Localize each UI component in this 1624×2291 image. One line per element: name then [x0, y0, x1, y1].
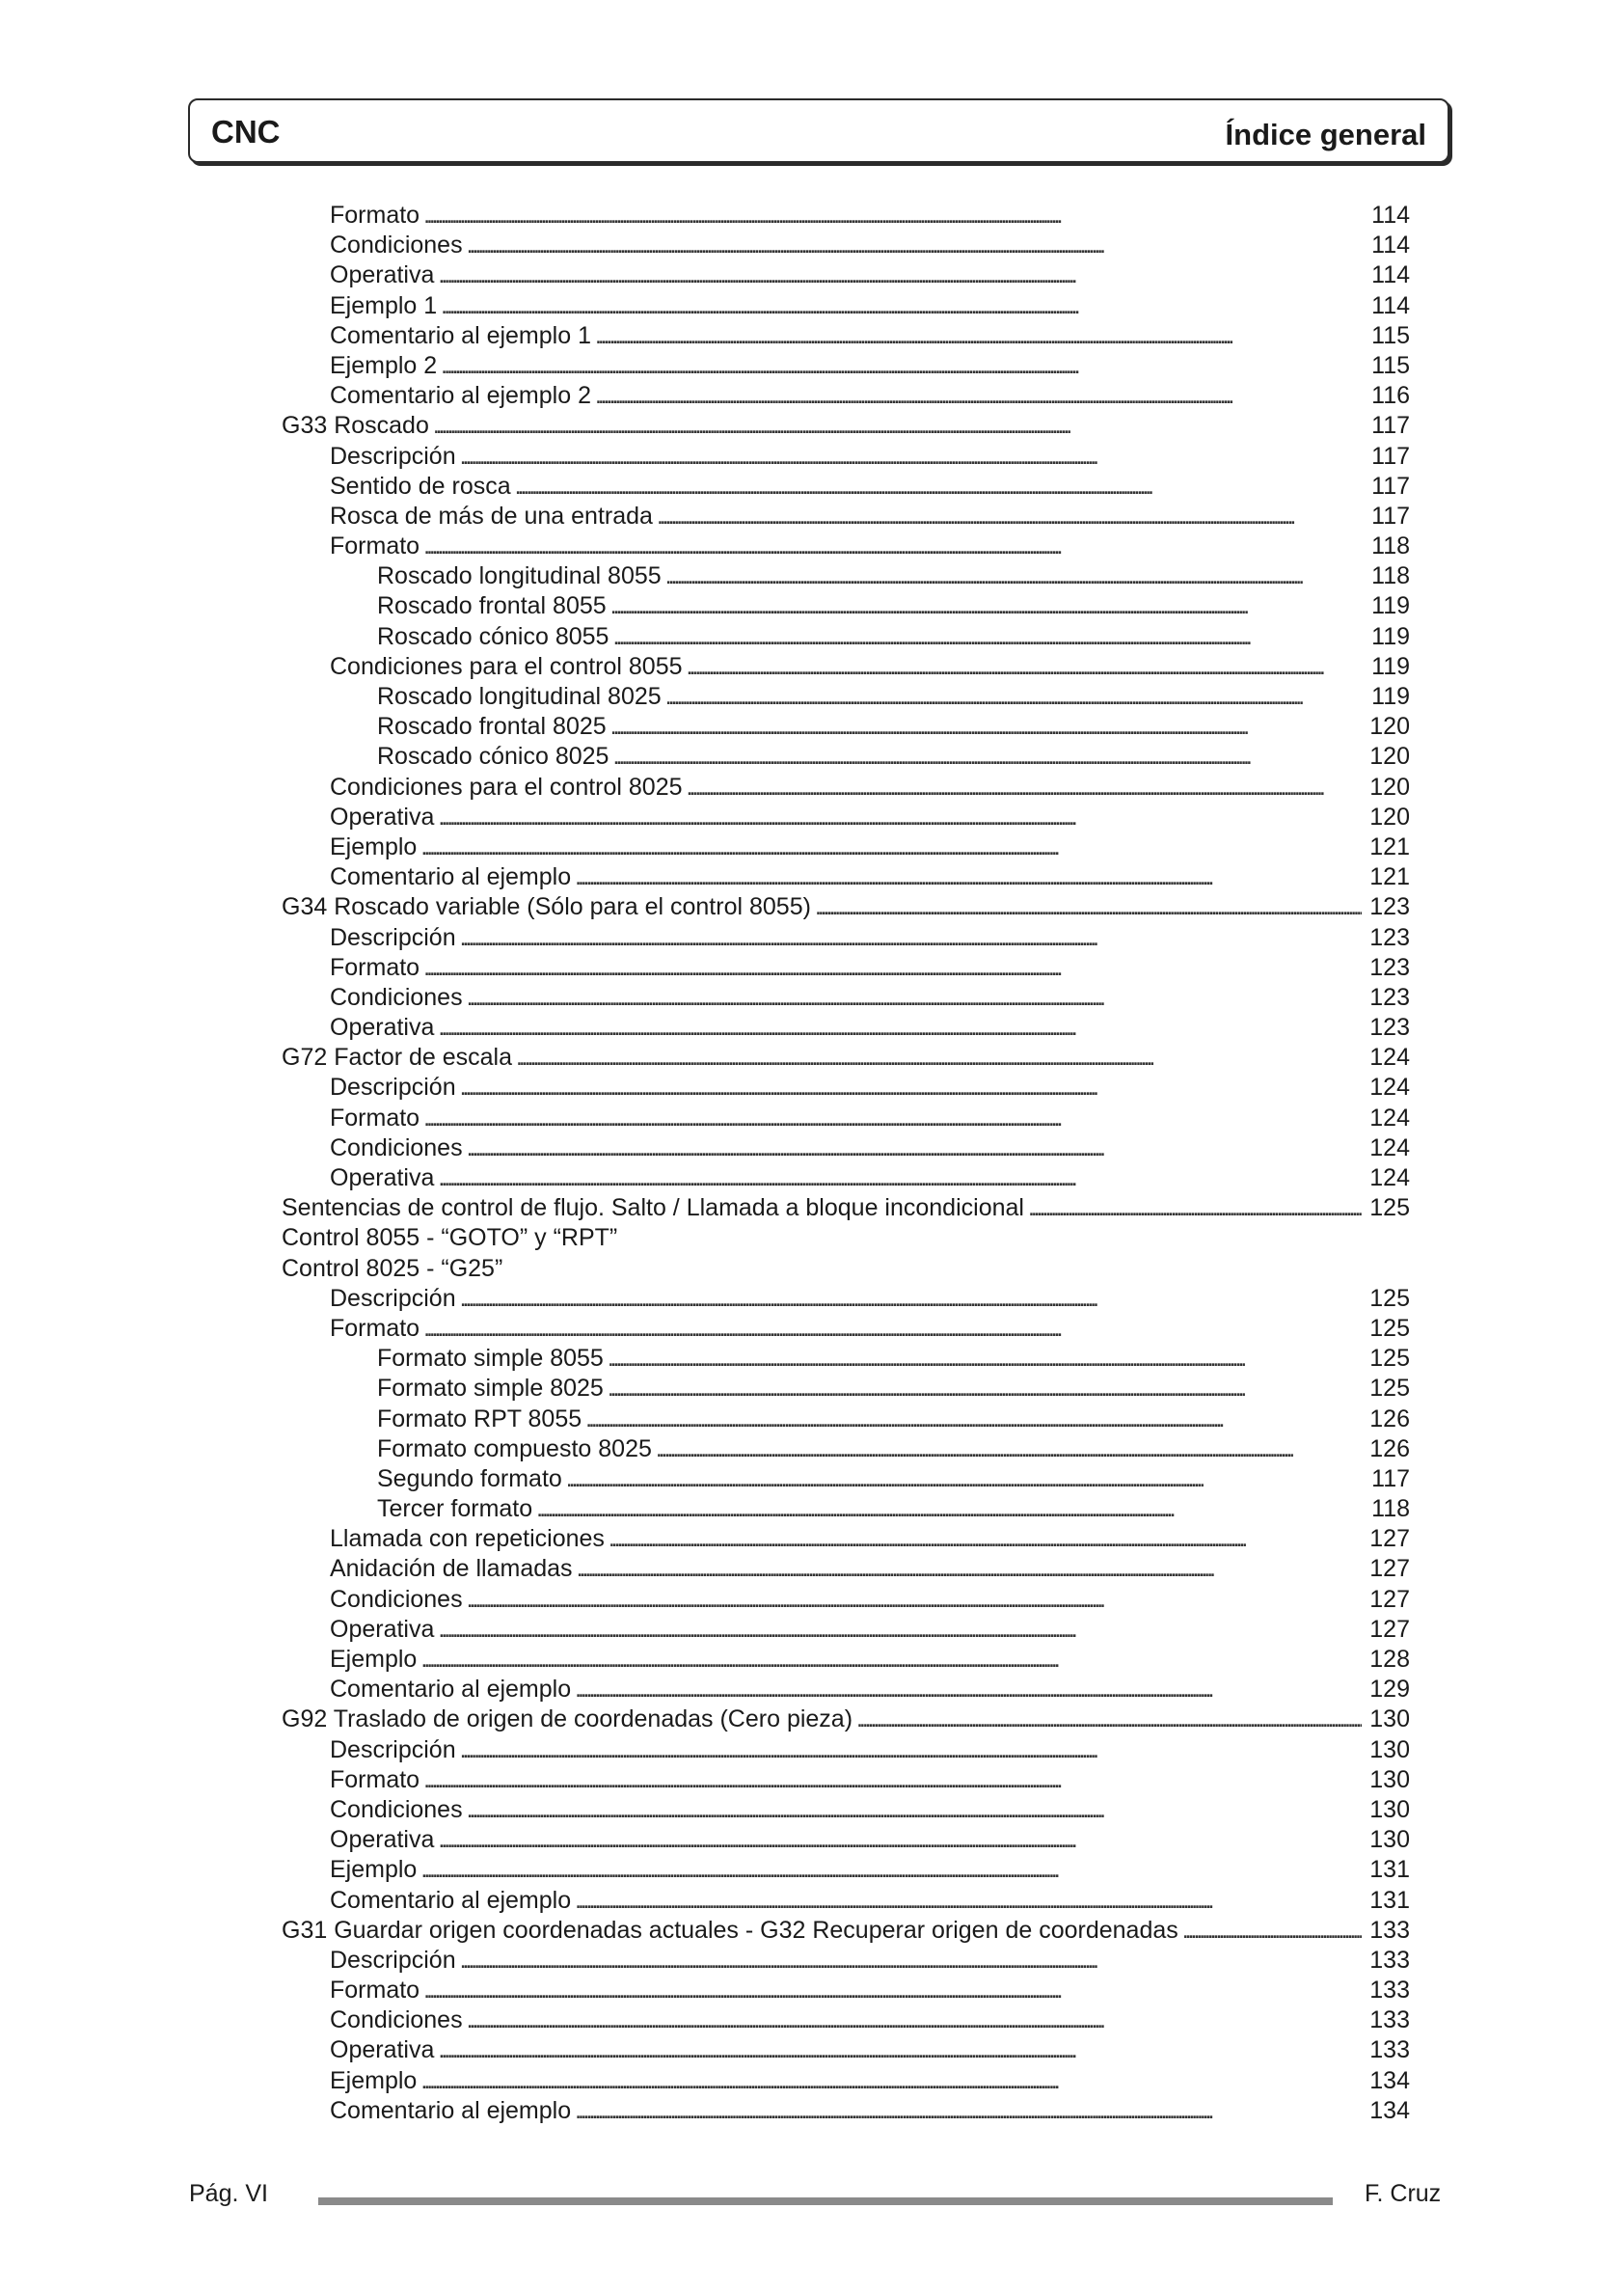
toc-entry-title: Operativa [330, 2036, 435, 2064]
toc-entry-page: 117 [1371, 1464, 1410, 1492]
toc-entry-page: 124 [1369, 1104, 1410, 1132]
toc-entry-title: Anidación de llamadas [330, 1555, 573, 1583]
toc-dot-leader [467, 1585, 1362, 1615]
toc-dot-leader [438, 803, 1362, 832]
toc-dot-leader [467, 2005, 1362, 2035]
toc-entry-title: Comentario al ejemplo [330, 863, 572, 891]
toc-entry-title: Condiciones [330, 1585, 463, 1613]
toc-dot-leader [577, 1554, 1362, 1584]
toc-dot-leader [423, 953, 1362, 983]
toc-entry-page: 117 [1371, 412, 1410, 440]
toc-entry[interactable] [282, 442, 1410, 472]
toc-dot-leader [438, 1825, 1362, 1855]
toc-dot-leader [612, 742, 1362, 772]
toc-entry[interactable] [282, 591, 1410, 621]
toc-dot-leader [687, 652, 1362, 682]
toc-entry-page: 134 [1369, 2066, 1410, 2094]
toc-dot-leader [420, 1645, 1362, 1675]
toc-entry-title: Control 8025 - “G25” [282, 1254, 503, 1282]
footer-divider [318, 2197, 1333, 2205]
toc-entry-page: 126 [1369, 1405, 1410, 1432]
toc-entry-page: 130 [1369, 1735, 1410, 1763]
toc-entry-title: Roscado cónico 8055 [377, 622, 609, 650]
toc-entry[interactable] [282, 1344, 1410, 1374]
toc-entry[interactable] [282, 1073, 1410, 1103]
toc-entry-title: Operativa [330, 261, 435, 289]
toc-dot-leader [423, 1314, 1362, 1344]
toc-entry-page: 130 [1369, 1765, 1410, 1793]
toc-entry[interactable] [282, 502, 1410, 532]
toc-dot-leader [610, 712, 1362, 742]
toc-dot-leader [1028, 1193, 1362, 1223]
toc-entry[interactable] [282, 2035, 1410, 2065]
toc-entry[interactable] [282, 291, 1410, 321]
toc-entry[interactable] [282, 832, 1410, 862]
toc-entry-title: Tercer formato [377, 1495, 533, 1523]
toc-dot-leader [610, 591, 1362, 621]
toc-entry-page: 120 [1369, 743, 1410, 771]
toc-entry[interactable] [282, 411, 1410, 441]
toc-entry-title: Roscado longitudinal 8055 [377, 562, 662, 590]
toc-entry-title: Descripción [330, 1074, 456, 1102]
toc-entry[interactable] [282, 803, 1410, 832]
toc-entry[interactable] [282, 953, 1410, 983]
toc-dot-leader [467, 231, 1362, 260]
toc-entry-page: 119 [1371, 683, 1410, 710]
toc-dot-leader [516, 1043, 1362, 1073]
toc-dot-leader [420, 832, 1362, 862]
toc-entry[interactable] [282, 1795, 1410, 1825]
toc-dot-leader [687, 773, 1362, 803]
toc-entry-title: G92 Traslado de origen de coordenadas (Cero pieza) [282, 1705, 853, 1733]
toc-entry[interactable] [282, 1043, 1410, 1073]
toc-entry-title: Ejemplo [330, 1646, 418, 1673]
toc-dot-leader [423, 201, 1362, 231]
toc-entry[interactable] [282, 260, 1410, 290]
toc-entry[interactable] [282, 381, 1410, 411]
toc-dot-leader [656, 1434, 1362, 1464]
toc-dot-leader [575, 862, 1362, 892]
toc-entry-title: Ejemplo [330, 832, 418, 860]
toc-entry-page: 131 [1369, 1886, 1410, 1914]
toc-dot-leader [420, 2066, 1362, 2096]
toc-entry-title: G72 Factor de escala [282, 1044, 513, 1072]
toc-entry-title: Comentario al ejemplo [330, 1886, 572, 1914]
toc-entry-page: 121 [1369, 863, 1410, 891]
toc-entry[interactable] [282, 2096, 1410, 2126]
toc-entry-page: 121 [1369, 832, 1410, 860]
toc-entry-page: 115 [1371, 321, 1410, 349]
toc-entry-page: 120 [1369, 773, 1410, 801]
toc-entry[interactable] [282, 652, 1410, 682]
toc-dot-leader [441, 351, 1362, 381]
toc-entry-title: Formato [330, 1977, 420, 2005]
toc-entry-title: Roscado longitudinal 8025 [377, 683, 662, 710]
toc-entry-title: Operativa [330, 1615, 435, 1643]
toc-dot-leader [608, 1344, 1362, 1374]
toc-entry[interactable] [282, 682, 1410, 712]
toc-entry-title: Formato compuesto 8025 [377, 1434, 652, 1462]
toc-entry-title: Condiciones para el control 8025 [330, 773, 683, 801]
toc-dot-leader [438, 260, 1362, 290]
toc-dot-leader [612, 622, 1362, 652]
toc-entry[interactable] [282, 1133, 1410, 1163]
toc-entry-page: 125 [1369, 1375, 1410, 1403]
toc-dot-leader [467, 1133, 1362, 1163]
toc-entry-title: Llamada con repeticiones [330, 1525, 605, 1553]
toc-entry-title: Operativa [330, 803, 435, 831]
toc-entry[interactable] [282, 1254, 1410, 1284]
toc-entry[interactable] [282, 923, 1410, 953]
toc-entry[interactable] [282, 622, 1410, 652]
toc-entry[interactable] [282, 1615, 1410, 1645]
toc-entry-page: 118 [1371, 532, 1410, 560]
toc-entry-title: Ejemplo [330, 2066, 418, 2094]
toc-entry[interactable] [282, 351, 1410, 381]
toc-dot-leader [657, 502, 1362, 532]
toc-entry[interactable] [282, 2066, 1410, 2096]
toc-dot-leader [515, 472, 1362, 502]
toc-entry-page: 123 [1369, 983, 1410, 1011]
toc-entry[interactable] [282, 773, 1410, 803]
toc-entry[interactable] [282, 1434, 1410, 1464]
toc-entry-page: 123 [1369, 923, 1410, 951]
toc-entry-page: 119 [1371, 652, 1410, 680]
toc-entry-title: Operativa [330, 1014, 435, 1042]
toc-dot-leader [423, 1976, 1362, 2005]
toc-entry[interactable] [282, 1374, 1410, 1404]
toc-entry-page: 127 [1369, 1525, 1410, 1553]
toc-entry[interactable] [282, 1163, 1410, 1193]
toc-entry-title: Descripción [330, 1946, 456, 1974]
toc-entry-page: 133 [1369, 1977, 1410, 2005]
toc-entry[interactable] [282, 1585, 1410, 1615]
toc-dot-leader [438, 2035, 1362, 2065]
toc-entry-page: 114 [1371, 202, 1410, 229]
toc-entry-page: 119 [1371, 592, 1410, 620]
toc-entry[interactable] [282, 1464, 1410, 1494]
toc-entry-title: Descripción [330, 923, 456, 951]
toc-entry-page: 133 [1369, 2006, 1410, 2034]
toc-entry[interactable] [282, 532, 1410, 561]
toc-entry-title: Condiciones [330, 1133, 463, 1161]
toc-entry-title: Formato [330, 1765, 420, 1793]
toc-entry[interactable] [282, 983, 1410, 1013]
toc-dot-leader [460, 1735, 1362, 1765]
toc-entry-page: 130 [1369, 1826, 1410, 1854]
toc-entry-page: 130 [1369, 1705, 1410, 1733]
toc-entry-page: 127 [1369, 1615, 1410, 1643]
toc-entry[interactable] [282, 561, 1410, 591]
toc-dot-leader [460, 1284, 1362, 1314]
toc-dot-leader [856, 1705, 1362, 1734]
toc-entry-title: Formato simple 8025 [377, 1375, 604, 1403]
author: F. Cruz [1365, 2180, 1442, 2207]
toc-dot-leader [460, 1073, 1362, 1103]
toc-entry-title: Formato [330, 1104, 420, 1132]
toc-entry-page: 114 [1371, 261, 1410, 289]
toc-entry-page: 124 [1369, 1164, 1410, 1191]
toc-dot-leader [423, 1104, 1362, 1133]
toc-entry-page: 123 [1369, 1014, 1410, 1042]
toc-entry[interactable] [282, 472, 1410, 502]
toc-entry-title: G34 Roscado variable (Sólo para el control 8055) [282, 893, 811, 921]
toc-dot-leader [460, 1946, 1362, 1976]
toc-entry-title: Comentario al ejemplo [330, 2096, 572, 2124]
toc-entry[interactable] [282, 1765, 1410, 1795]
toc-entry[interactable] [282, 321, 1410, 351]
toc-entry-page: 127 [1369, 1585, 1410, 1613]
toc-entry[interactable] [282, 1825, 1410, 1855]
toc-dot-leader [423, 1765, 1362, 1795]
toc-entry-page: 116 [1371, 382, 1410, 410]
toc-entry-page: 130 [1369, 1795, 1410, 1823]
toc-entry-title: Roscado cónico 8025 [377, 743, 609, 771]
toc-entry-title: Roscado frontal 8055 [377, 592, 607, 620]
toc-entry[interactable] [282, 862, 1410, 892]
toc-entry-page: 118 [1371, 562, 1410, 590]
toc-entry-page: 124 [1369, 1074, 1410, 1102]
toc-entry-title: Condiciones [330, 1795, 463, 1823]
toc-entry-page: 133 [1369, 2036, 1410, 2064]
toc-dot-leader [575, 2096, 1362, 2126]
toc-entry-title: Formato [330, 953, 420, 981]
toc-entry[interactable] [282, 1946, 1410, 1976]
toc-entry[interactable] [282, 1223, 1410, 1253]
toc-entry-title: G31 Guardar origen coordenadas actuales - G32 Recuperar origen de coordenadas [282, 1916, 1178, 1944]
toc-entry-page: 115 [1371, 351, 1410, 379]
toc-entry-title: Comentario al ejemplo 1 [330, 321, 591, 349]
toc-entry-page: 117 [1371, 472, 1410, 500]
toc-entry[interactable] [282, 1284, 1410, 1314]
toc-dot-leader [608, 1374, 1362, 1404]
toc-entry-title: Ejemplo [330, 1856, 418, 1884]
toc-entry-page: 117 [1371, 442, 1410, 470]
toc-dot-leader [467, 983, 1362, 1013]
toc-entry[interactable] [282, 742, 1410, 772]
toc-entry-title: Condiciones [330, 232, 463, 259]
toc-entry-title: Sentido de rosca [330, 472, 511, 500]
toc-entry-page: 119 [1371, 622, 1410, 650]
toc-entry-page: 118 [1371, 1495, 1410, 1523]
toc-entry[interactable] [282, 1013, 1410, 1043]
toc-entry-title: Comentario al ejemplo [330, 1676, 572, 1704]
toc-dot-leader [595, 321, 1362, 351]
toc-dot-leader [1182, 1916, 1362, 1946]
toc-entry[interactable] [282, 1405, 1410, 1434]
toc-dot-leader [467, 1795, 1362, 1825]
toc-entry-page: 128 [1369, 1646, 1410, 1673]
toc-entry-title: Ejemplo 2 [330, 351, 438, 379]
toc-entry-title: Control 8055 - “GOTO” y “RPT” [282, 1224, 618, 1252]
header-title: CNC [211, 114, 281, 150]
toc-entry[interactable] [282, 231, 1410, 260]
toc-entry[interactable] [282, 1886, 1410, 1916]
toc-entry-title: Descripción [330, 442, 456, 470]
toc-entry-title: Formato RPT 8055 [377, 1405, 582, 1432]
toc-entry[interactable] [282, 1645, 1410, 1675]
toc-dot-leader [575, 1886, 1362, 1916]
toc-entry[interactable] [282, 1104, 1410, 1133]
toc-dot-leader [595, 381, 1362, 411]
toc-dot-leader [585, 1405, 1362, 1434]
toc-entry[interactable] [282, 1976, 1410, 2005]
toc-entry-page: 125 [1369, 1314, 1410, 1342]
toc-entry-page: 125 [1369, 1345, 1410, 1373]
toc-entry-page: 134 [1369, 2096, 1410, 2124]
toc-entry-title: Condiciones [330, 2006, 463, 2034]
toc-entry[interactable] [282, 1735, 1410, 1765]
page-header [188, 98, 1449, 163]
toc-entry-title: Ejemplo 1 [330, 291, 438, 319]
toc-entry[interactable] [282, 201, 1410, 231]
toc-entry-title: Comentario al ejemplo 2 [330, 382, 591, 410]
toc-dot-leader [420, 1855, 1362, 1885]
toc-entry-page: 129 [1369, 1676, 1410, 1704]
toc-entry[interactable] [282, 1675, 1410, 1705]
toc-entry-page: 120 [1369, 713, 1410, 741]
toc-entry-page: 125 [1369, 1194, 1410, 1222]
toc-dot-leader [815, 892, 1362, 922]
toc-entry[interactable] [282, 892, 1410, 922]
toc-dot-leader [665, 561, 1362, 591]
toc-dot-leader [536, 1494, 1362, 1524]
toc-entry-page: 131 [1369, 1856, 1410, 1884]
toc-entry-page: 114 [1371, 232, 1410, 259]
toc-entry-page: 114 [1371, 291, 1410, 319]
toc-dot-leader [438, 1615, 1362, 1645]
toc-entry-page: 125 [1369, 1284, 1410, 1312]
toc-entry-title: Segundo formato [377, 1464, 562, 1492]
toc-dot-leader [609, 1524, 1362, 1554]
toc-dot-leader [566, 1464, 1362, 1494]
toc-entry-page: 123 [1369, 893, 1410, 921]
toc-dot-leader [460, 442, 1362, 472]
toc-entry-page: 124 [1369, 1044, 1410, 1072]
toc-entry[interactable] [282, 2005, 1410, 2035]
toc-entry[interactable] [282, 1494, 1410, 1524]
toc-entry[interactable] [282, 1193, 1410, 1223]
toc-entry-title: Roscado frontal 8025 [377, 713, 607, 741]
toc-dot-leader [575, 1675, 1362, 1705]
toc-entry-title: Formato [330, 202, 420, 229]
page-number: Pág. VI [189, 2180, 268, 2207]
toc-entry-title: Operativa [330, 1826, 435, 1854]
toc-entry-page: 133 [1369, 1916, 1410, 1944]
toc-entry-title: Condiciones para el control 8055 [330, 652, 683, 680]
toc-entry-title: Condiciones [330, 983, 463, 1011]
toc-entry[interactable] [282, 712, 1410, 742]
toc-entry[interactable] [282, 1554, 1410, 1584]
toc-entry-page: 117 [1371, 502, 1410, 530]
toc-dot-leader [438, 1013, 1362, 1043]
toc-entry[interactable] [282, 1855, 1410, 1885]
table-of-contents [282, 201, 1410, 2126]
toc-dot-leader [441, 291, 1362, 321]
toc-entry-title: Formato [330, 1314, 420, 1342]
toc-dot-leader [665, 682, 1362, 712]
toc-dot-leader [460, 923, 1362, 953]
toc-entry-page: 127 [1369, 1555, 1410, 1583]
toc-entry[interactable] [282, 1705, 1410, 1734]
toc-entry-page: 123 [1369, 953, 1410, 981]
toc-entry-page: 133 [1369, 1946, 1410, 1974]
toc-entry-page: 124 [1369, 1133, 1410, 1161]
toc-entry-title: Operativa [330, 1164, 435, 1191]
toc-dot-leader [423, 532, 1362, 561]
toc-entry-title: Formato [330, 532, 420, 560]
toc-entry-title: Rosca de más de una entrada [330, 502, 653, 530]
toc-dot-leader [433, 411, 1362, 441]
toc-entry-title: Sentencias de control de flujo. Salto / Llamada a bloque incondicional [282, 1194, 1024, 1222]
toc-entry[interactable] [282, 1524, 1410, 1554]
toc-dot-leader [438, 1163, 1362, 1193]
toc-entry-title: Descripción [330, 1735, 456, 1763]
toc-entry-title: Descripción [330, 1284, 456, 1312]
header-section-title: Índice general [1225, 118, 1426, 151]
toc-entry-title: Formato simple 8055 [377, 1345, 604, 1373]
toc-entry[interactable] [282, 1314, 1410, 1344]
toc-entry-title: G33 Roscado [282, 412, 429, 440]
toc-entry[interactable] [282, 1916, 1410, 1946]
toc-entry-page: 120 [1369, 803, 1410, 831]
toc-entry-page: 126 [1369, 1434, 1410, 1462]
